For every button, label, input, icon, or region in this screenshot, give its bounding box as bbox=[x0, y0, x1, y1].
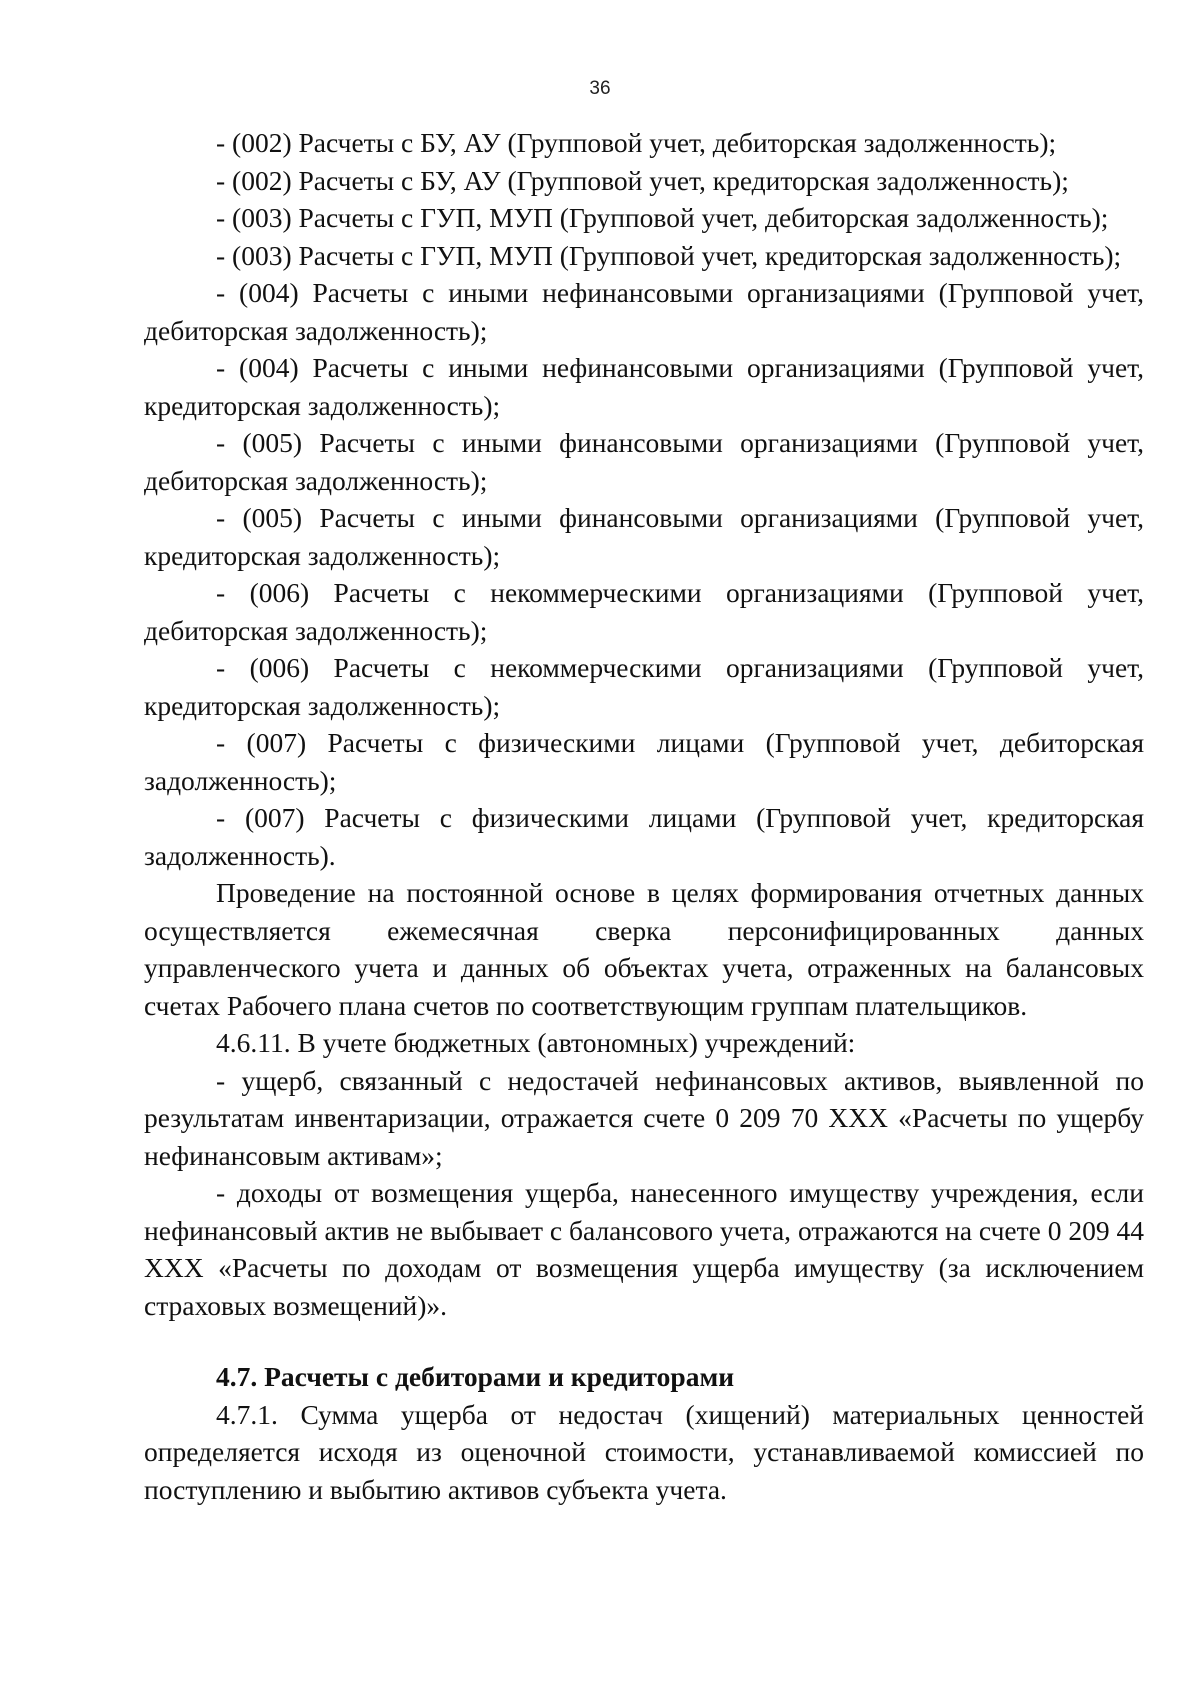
body-paragraph: 4.7.1. Сумма ущерба от недостач (хищений) материальных ценностей определяется исходя из оценочной стоимости, устанавливаемой комиссией по поступлению и выбытию активов субъекта учета. bbox=[144, 1398, 1144, 1505]
section-heading: 4.7. Расчеты с дебиторами и кредиторами bbox=[216, 1361, 735, 1392]
list-item: - доходы от возмещения ущерба, нанесенного имуществу учреждения, если нефинансовый актив не выбывает с балансового учета, отражаются на счете 0 209 44 XXX «Расчеты по доходам от возмещения ущерба имуществу (за исключением страховых возмещений)». bbox=[144, 1177, 1144, 1321]
list-item: - (006) Расчеты с некоммерческими организациями (Групповой учет, дебиторская задолженность); bbox=[144, 577, 1144, 646]
body-paragraph: Проведение на постоянной основе в целях формирования отчетных данных осуществляется ежемесячная сверка персонифицированных данных управленческого учета и данных об объектах учета, отраженных на балансовых счетах Рабочего плана счетов по соответствующим группам плательщиков. bbox=[144, 877, 1144, 1021]
list-item: - (002) Расчеты с БУ, АУ (Групповой учет, кредиторская задолженность); bbox=[216, 164, 1069, 196]
clause-heading: 4.6.11. В учете бюджетных (автономных) учреждений: bbox=[216, 1027, 856, 1058]
list-item: - (005) Расчеты с иными финансовыми организациями (Групповой учет, дебиторская задолженность); bbox=[144, 427, 1144, 496]
page-number: 36 bbox=[589, 78, 611, 99]
list-item: - (007) Расчеты с физическими лицами (Групповой учет, дебиторская задолженность); bbox=[144, 727, 1144, 796]
document-body bbox=[144, 124, 1144, 1508]
list-item: - (002) Расчеты с БУ, АУ (Групповой учет, дебиторская задолженность); bbox=[216, 127, 1057, 158]
list-item: - (007) Расчеты с физическими лицами (Групповой учет, кредиторская задолженность). bbox=[144, 802, 1144, 871]
list-item: - (005) Расчеты с иными финансовыми организациями (Групповой учет, кредиторская задолженность); bbox=[144, 502, 1144, 571]
list-item: - (003) Расчеты с ГУП, МУП (Групповой учет, кредиторская задолженность); bbox=[216, 239, 1122, 271]
list-item: - (006) Расчеты с некоммерческими организациями (Групповой учет, кредиторская задолженность); bbox=[144, 652, 1144, 721]
list-item: - ущерб, связанный с недостачей нефинансовых активов, выявленной по результатам инвентаризации, отражается счете 0 209 70 XXX «Расчеты по ущербу нефинансовым активам»; bbox=[144, 1064, 1144, 1171]
list-item: - (003) Расчеты с ГУП, МУП (Групповой учет, дебиторская задолженность); bbox=[216, 202, 1109, 233]
list-item: - (004) Расчеты с иными нефинансовыми организациями (Групповой учет, дебиторская задолженность); bbox=[144, 277, 1144, 346]
list-item: - (004) Расчеты с иными нефинансовыми организациями (Групповой учет, кредиторская задолженность); bbox=[144, 352, 1144, 421]
